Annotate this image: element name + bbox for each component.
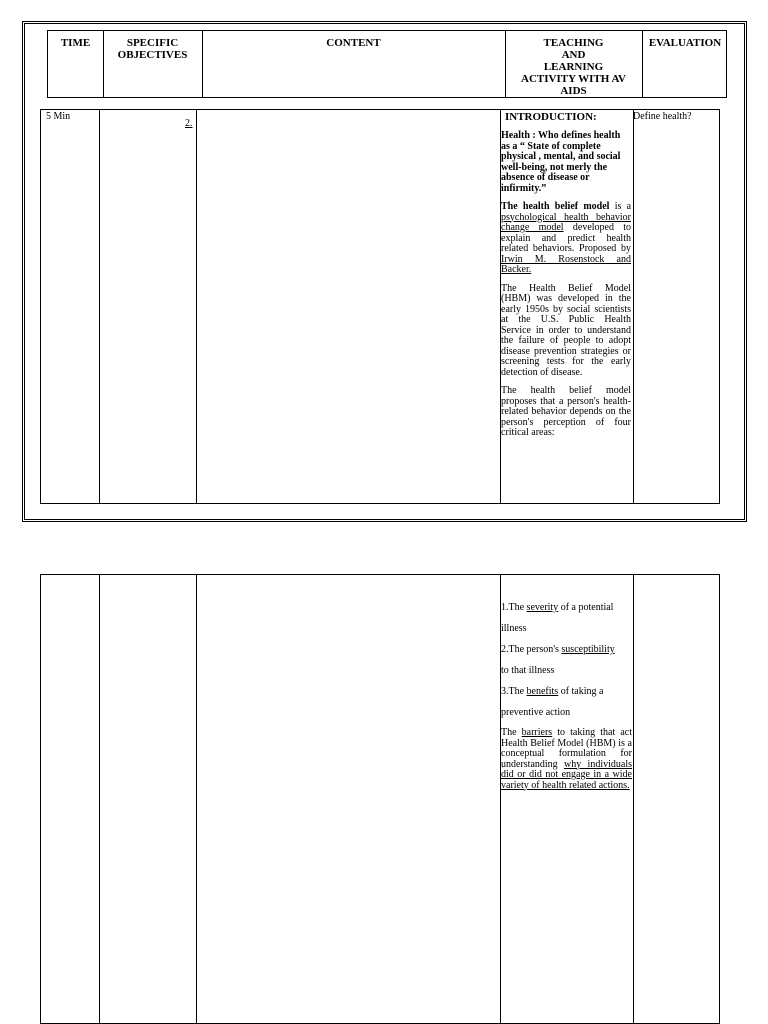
header-table (47, 30, 727, 98)
item-severity: 1.The severity of a potential (501, 602, 614, 613)
hbm-paragraph: The health belief model is a psychological health behavior change model developed to explain and predict health related behaviors. Proposed by Irwin M. Rosenstock and Backer. (501, 201, 632, 275)
item-benefits: 3.The benefits of taking a (501, 686, 604, 697)
header-time: TIME (60, 37, 91, 49)
body-table-row1 (40, 109, 720, 504)
item-susceptibility: 2.The person's susceptibility (501, 644, 615, 655)
body-table-row2 (40, 574, 720, 1024)
header-teaching: TEACHING AND LEARNING ACTIVITY WITH AV AIDS (521, 37, 626, 97)
header-objectives: SPECIFIC OBJECTIVES (117, 37, 188, 61)
evaluation-cell: Define health? (633, 111, 692, 122)
hbm-proposes: The health belief model proposes that a person's health- related behavior depends on the person's perception of four critical areas: (501, 385, 631, 438)
header-content: CONTENT (326, 37, 381, 49)
teaching-cell-cont: 1.The severity of a potential illness 2.The person's susceptibility to that illness 3.The benefits of taking a preventive action The barriers to taking that act Health Belief Model (HBM) is a conceptual formulation for understanding why individuals did or did not engage in a wide variety of health related actions. (501, 602, 633, 791)
hbm-history: The Health Belief Model (HBM) was developed in the early 1950s by social scientists at the U.S. Public Health Service in order to understand the failure of people to adopt disease prevention strategies or screening tests for the early detection of disease. (501, 282, 631, 378)
header-evaluation: EVALUATION (648, 37, 722, 49)
objective-cell: 2. (185, 118, 193, 129)
intro-title: INTRODUCTION: (505, 111, 597, 123)
barriers-paragraph: The barriers to taking that act Health Belief Model (HBM) is a conceptual formulation for understanding why individuals did or did not engage in a wide variety of health related actions. (501, 727, 633, 791)
health-definition: Health : Who defines health as a “ State of complete physical , mental, and social well-being, not merly the absence of disease or infirmity.” (501, 130, 621, 194)
teaching-cell (501, 111, 631, 439)
time-cell: 5 Min (46, 111, 71, 122)
